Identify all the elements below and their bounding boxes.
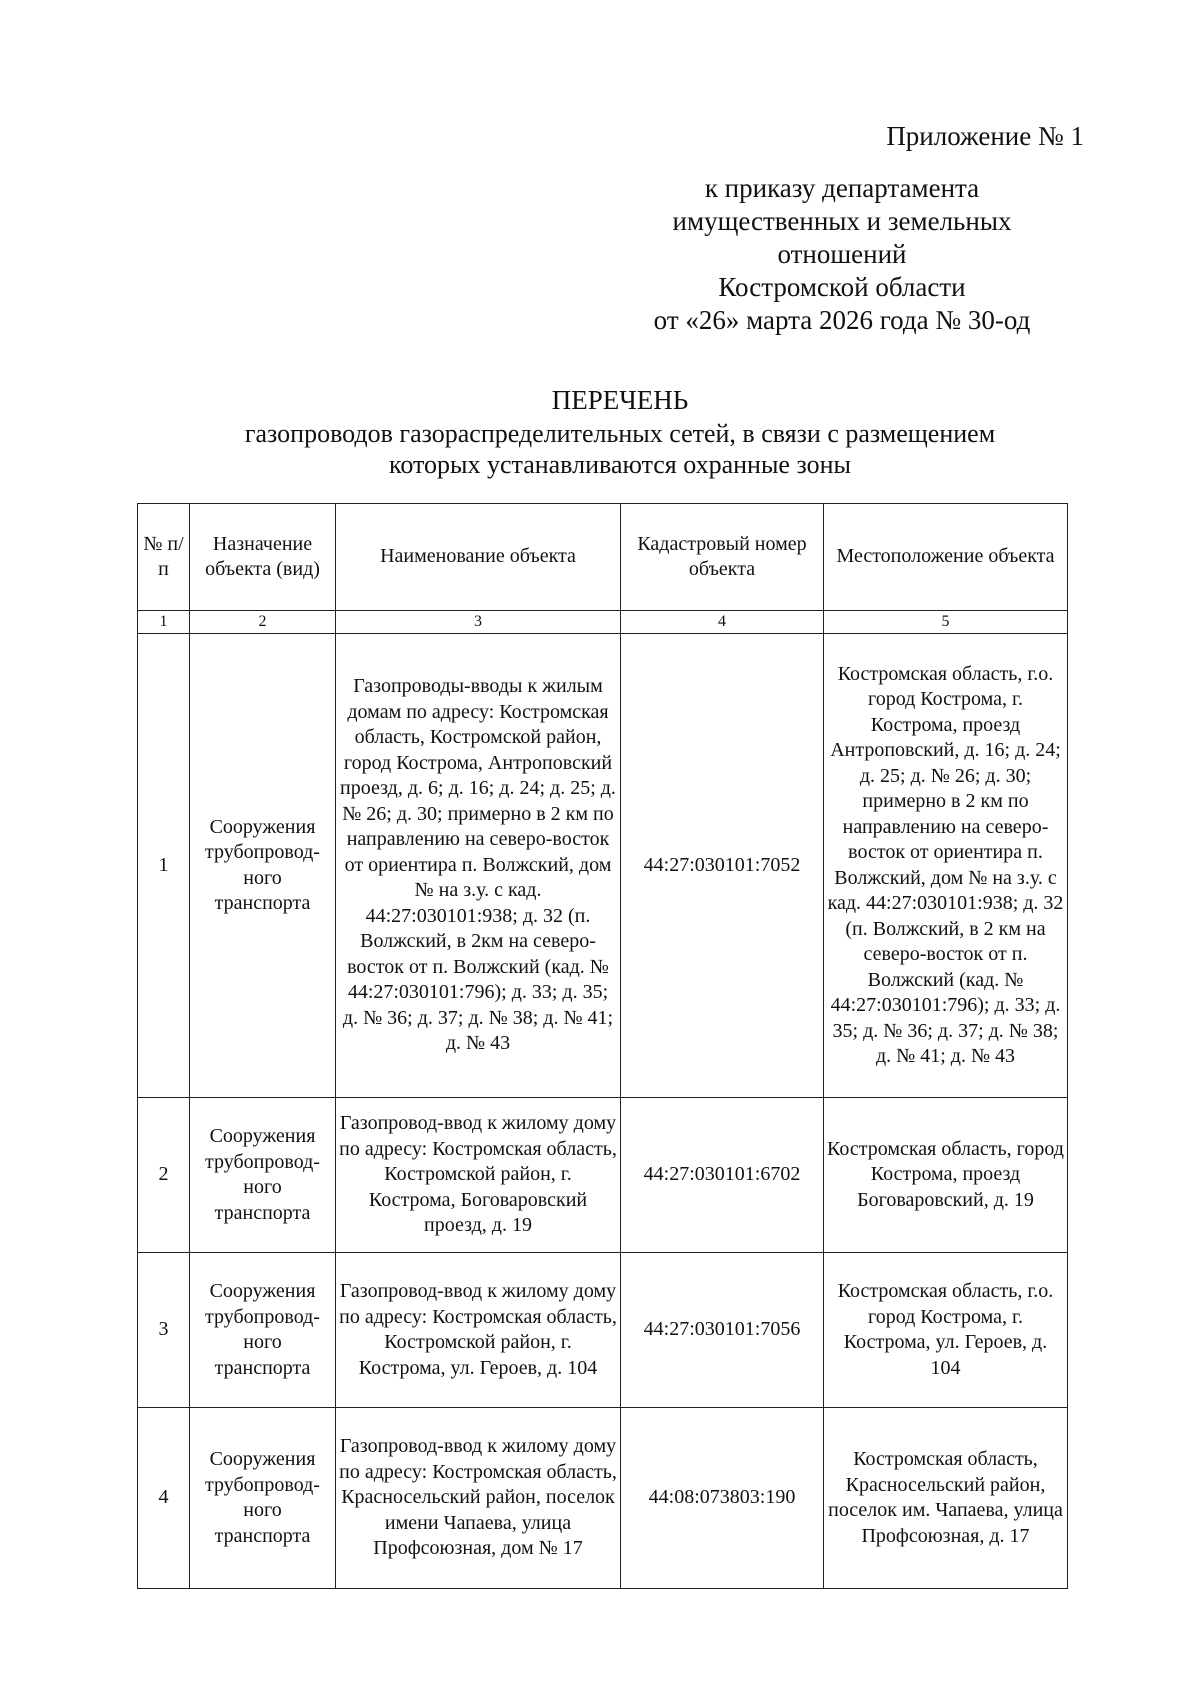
row-cadastral-number: 44:27:030101:6702: [621, 1098, 824, 1253]
row-cadastral-number: 44:27:030101:7052: [621, 634, 824, 1098]
table-header-row: [138, 504, 1068, 611]
header-purpose: Назначение объекта (вид): [190, 504, 336, 611]
pipeline-registry-table: [137, 503, 1068, 1589]
row-number: 2: [138, 1098, 190, 1253]
appendix-order-reference: [620, 172, 1064, 337]
subtitle-line: газопроводов газораспределительных сетей, в связи с размещением: [244, 419, 996, 448]
row-number: 3: [138, 1253, 190, 1408]
header-location: Местоположение объекта: [824, 504, 1068, 611]
document-subtitle: [130, 418, 1110, 480]
row-location: Костромская область, город Кострома, проезд Боговаровский, д. 19: [824, 1098, 1068, 1253]
row-purpose: Сооружения трубопровод-ного транспорта: [190, 1253, 336, 1408]
row-cadastral-number: 44:27:030101:7056: [621, 1253, 824, 1408]
row-object-name: Газопроводы-вводы к жилым домам по адресу: Костромская область, Костромской район, город Кострома, Антроповский проезд, д. 6; д. 16; д. 24; д. 25; д. № 26; д. 30; примерно в 2 км по направлению на северо-восток от ориентира п. Волжский, дом № на з.у. с кад. 44:27:030101:938; д. 32 (п. Волжский, в 2км на северо-восток от п. Волжский (кад. № 44:27:030101:796); д. 33; д. 35; д. № 36; д. 37; д. № 38; д. № 41; д. № 43: [336, 634, 621, 1098]
row-cadastral-number: 44:08:073803:190: [621, 1408, 824, 1589]
row-object-name: Газопровод-ввод к жилому дому по адресу: Костромская область, Костромской район, г. Кострома, Боговаровский проезд, д. 19: [336, 1098, 621, 1253]
column-number: 4: [621, 611, 824, 634]
table-row: [138, 634, 1068, 1098]
header-name: Наименование объекта: [336, 504, 621, 611]
header-cadastral: Кадастровый номер объекта: [621, 504, 824, 611]
column-number-row: [138, 611, 1068, 634]
header-number: № п/п: [138, 504, 190, 611]
row-location: Костромская область, г.о. город Кострома, г. Кострома, ул. Героев, д. 104: [824, 1253, 1068, 1408]
column-number: 5: [824, 611, 1068, 634]
row-purpose: Сооружения трубопровод-ного транспорта: [190, 1098, 336, 1253]
row-number: 4: [138, 1408, 190, 1589]
order-line: Костромской области: [718, 272, 966, 302]
appendix-number: Приложение № 1: [886, 121, 1084, 151]
row-number: 1: [138, 634, 190, 1098]
column-number: 3: [336, 611, 621, 634]
row-purpose: Сооружения трубопровод-ного транспорта: [190, 634, 336, 1098]
order-date-line: от «26» марта 2026 года № 30-од: [653, 305, 1031, 335]
row-object-name: Газопровод-ввод к жилому дому по адресу: Костромская область, Красносельский район, поселок имени Чапаева, улица Профсоюзная, дом № 17: [336, 1408, 621, 1589]
row-purpose: Сооружения трубопровод-ного транспорта: [190, 1408, 336, 1589]
order-line: к приказу департамента: [704, 173, 980, 203]
table-row: [138, 1098, 1068, 1253]
column-number: 1: [138, 611, 190, 634]
order-line: отношений: [777, 239, 907, 269]
subtitle-line: которых устанавливаются охранные зоны: [389, 450, 851, 479]
row-location: Костромская область, г.о. город Кострома, г. Кострома, проезд Антроповский, д. 16; д. 24; д. 25; д. № 26; д. 30; примерно в 2 км по направлению на северо-восток от ориентира п. Волжский, дом № на з.у. с кад. 44:27:030101:938; д. 32 (п. Волжский, в 2 км на северо-восток от п. Волжский (кад. № 44:27:030101:796); д. 33; д. 35; д. № 36; д. 37; д. № 38; д. № 41; д. № 43: [824, 634, 1068, 1098]
table-row: [138, 1408, 1068, 1589]
table-row: [138, 1253, 1068, 1408]
row-location: Костромская область, Красносельский район, поселок им. Чапаева, улица Профсоюзная, д. 17: [824, 1408, 1068, 1589]
order-line: имущественных и земельных: [672, 206, 1012, 236]
column-number: 2: [190, 611, 336, 634]
document-title: ПЕРЕЧЕНЬ: [551, 385, 689, 415]
row-object-name: Газопровод-ввод к жилому дому по адресу: Костромская область, Костромской район, г. Кострома, ул. Героев, д. 104: [336, 1253, 621, 1408]
